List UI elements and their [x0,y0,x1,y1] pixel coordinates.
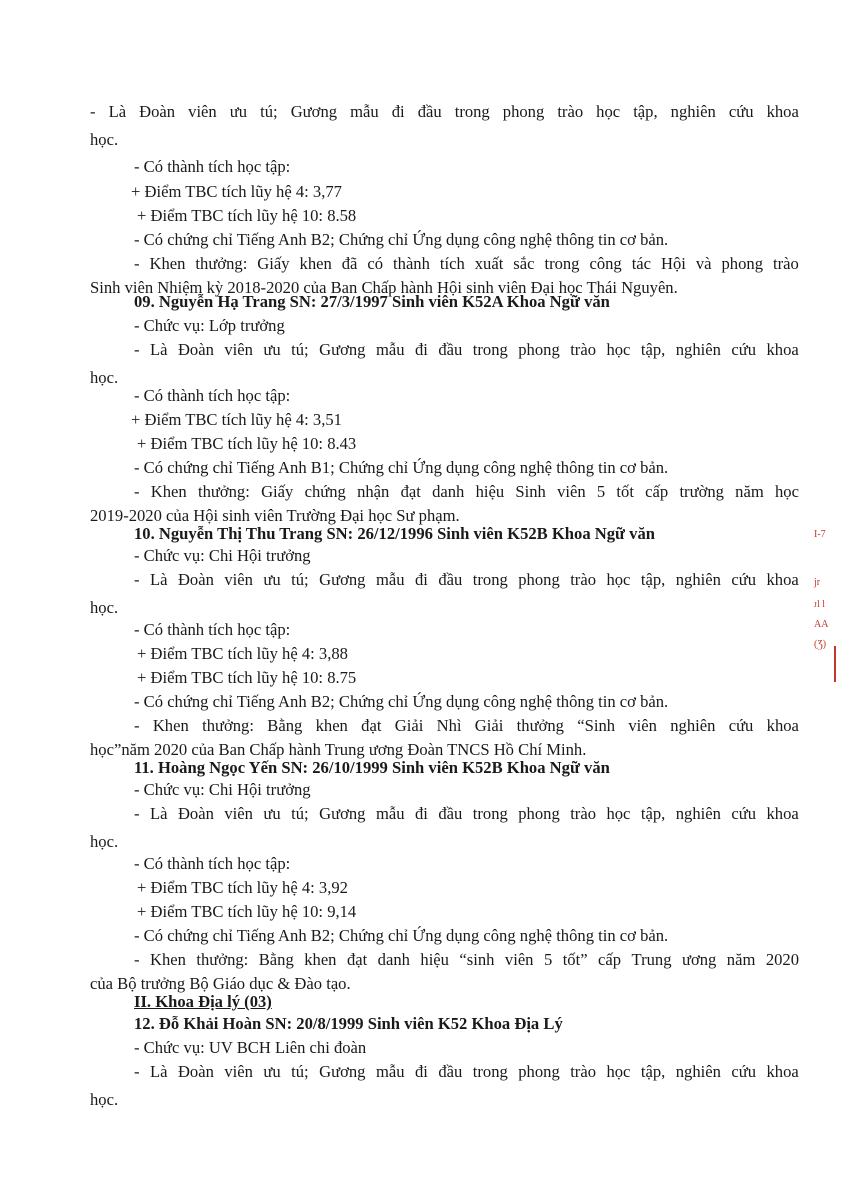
word: - [134,804,140,823]
word: và [695,254,712,273]
word: học [774,482,799,501]
record-heading-11: 11. Hoàng Ngọc Yến SN: 26/10/1999 Sinh viên K52B Khoa Ngữ văn [134,758,610,777]
stamp-mark: jr [814,577,821,588]
word: ương [681,950,717,969]
word: học [606,340,631,359]
word: thưởng [516,716,564,735]
word: phong [502,102,545,121]
text-line: + Điểm TBC tích lũy hệ 4: 3,92 [137,878,348,897]
word: Nhì [436,716,462,735]
text-line: - Chức vụ: Lớp trưởng [134,316,285,335]
text-line: + Điểm TBC tích lũy hệ 10: 8.75 [137,668,357,687]
word: trường [679,482,724,501]
word: Giải [394,716,424,735]
word: trào [570,340,596,359]
word: “sinh [459,950,495,969]
text-line: - Có thành tích học tập: [134,157,291,176]
word: phong [721,254,763,273]
word: cứu [731,1062,757,1081]
word: - [134,482,140,501]
word: ưu [263,570,281,589]
word: Khen [149,950,186,969]
word: phong [518,570,560,589]
word: mẫu [375,340,405,359]
word: trong [472,570,508,589]
word: hiệu [420,950,449,969]
word: Là [149,804,168,823]
word: Gương [319,570,366,589]
word: ưu [229,102,248,121]
word: 5 [596,482,606,501]
text-line: - Có thành tích học tập: [134,386,291,405]
word: tích [439,254,465,273]
word: Là [149,340,168,359]
word: ưu [263,340,281,359]
word: phong [518,340,560,359]
word: khoa [766,716,799,735]
word: - [134,950,140,969]
word: đầu [438,340,463,359]
word: trong [544,254,580,273]
word: công [589,254,622,273]
word: nhận [357,482,390,501]
word: thưởng: [197,482,250,501]
word: khoa [766,804,799,823]
word: có [367,254,384,273]
word: viên [224,1062,253,1081]
section-heading: II. Khoa Địa lý (03) [134,992,272,1011]
word: đi [414,1062,428,1081]
word: Giấy [257,254,290,273]
text-line-full [134,482,799,502]
word: đầu [438,1062,463,1081]
stamp-stroke [834,646,836,682]
word: phong [518,804,560,823]
word: đầu [438,570,463,589]
word: cứu [731,804,757,823]
word: học [606,570,631,589]
word: tú; [291,1062,309,1081]
text-line: - Có chứng chỉ Tiếng Anh B2; Chứng chỉ Ứng dụng công nghệ thông tin cơ bản. [134,692,669,711]
record-heading-12: 12. Đỗ Khải Hoàn SN: 20/8/1999 Sinh viên K52 Khoa Địa Lý [134,1014,563,1033]
text-line-full [134,570,799,590]
text-line-full [134,1062,799,1082]
word: Giấy [261,482,294,501]
word: Giải [474,716,504,735]
word: Gương [319,804,366,823]
word: đã [341,254,358,273]
text-line: + Điểm TBC tích lũy hệ 4: 3,77 [131,182,342,201]
text-line: + Điểm TBC tích lũy hệ 4: 3,88 [137,644,348,663]
word: tập, [640,1062,666,1081]
word: tốt [616,482,634,501]
word: cấp [598,950,622,969]
word: nghiên [675,804,721,823]
word: khoa [766,102,799,121]
word: khoa [766,570,799,589]
word: tú; [291,570,309,589]
word: xuất [474,254,504,273]
word: viên [188,102,217,121]
text-line: - Chức vụ: UV BCH Liên chi đoàn [134,1038,367,1057]
stamp-mark: AA [814,619,829,630]
word: tập, [640,570,666,589]
word: đi [414,340,428,359]
word: - [134,716,140,735]
word: khoa [766,340,799,359]
word: tú; [291,340,309,359]
word: Bằng [258,950,294,969]
text-line-full [134,340,799,360]
word: Đoàn [177,804,214,823]
word: trong [472,1062,508,1081]
word: Gương [319,340,366,359]
text-line-full [90,102,799,122]
word: tú; [291,804,309,823]
word: Gương [319,1062,366,1081]
word: mẫu [350,102,379,121]
word: năm [726,950,756,969]
word: học [606,804,631,823]
word: “Sinh [577,716,616,735]
word: đầu [417,102,442,121]
word: chứng [304,482,346,501]
word: đi [414,804,428,823]
word: sắc [513,254,535,273]
word: nghiên [675,1062,721,1081]
text-line-full [134,804,799,824]
word: Là [108,102,127,121]
word: trào [557,102,584,121]
word: đầu [438,804,463,823]
word: Bằng [267,716,303,735]
word: học [596,102,621,121]
word: đi [414,570,428,589]
word: trong [472,804,508,823]
word: nghiên [670,716,716,735]
word: trào [772,254,799,273]
word: thưởng: [202,716,254,735]
word: Là [149,1062,168,1081]
text-line: + Điểm TBC tích lũy hệ 10: 9,14 [137,902,357,921]
stamp-mark: (Ʒ) [814,639,827,650]
text-line: học. [90,832,119,851]
record-heading-09: 09. Nguyễn Hạ Trang SN: 27/3/1997 Sinh viên K52A Khoa Ngữ văn [134,292,610,311]
word: Đoàn [177,570,214,589]
word: - [90,102,96,121]
word: Đoàn [177,340,214,359]
word: tập, [633,102,658,121]
word: khen [299,254,332,273]
word: hiệu [475,482,505,501]
word: cấp [645,482,669,501]
word: năm [735,482,764,501]
word: 5 [543,950,553,969]
text-line: học. [90,130,119,149]
text-line: - Có chứng chỉ Tiếng Anh B2; Chứng chỉ Ứng dụng công nghệ thông tin cơ bản. [134,926,669,945]
word: nghiên [670,102,716,121]
word: nghiên [675,340,721,359]
word: trào [570,804,596,823]
word: Sinh [515,482,546,501]
text-line-full [134,950,799,970]
word: đạt [400,482,421,501]
word: trào [570,1062,596,1081]
text-line: học”năm 2020 của Ban Chấp hành Trung ương Đoàn TNCS Hồ Chí Minh. [90,740,587,759]
word: trong [454,102,490,121]
word: viên [504,950,534,969]
word: - [134,254,140,273]
word: thành [393,254,430,273]
word: mẫu [375,1062,405,1081]
word: viên [557,482,586,501]
word: tốt” [562,950,588,969]
word: Là [149,570,168,589]
text-line: - Có thành tích học tập: [134,854,291,873]
word: Gương [290,102,338,121]
word: Khen [152,716,189,735]
word: cứu [731,340,757,359]
word: ưu [263,1062,281,1081]
word: danh [432,482,465,501]
text-line: + Điểm TBC tích lũy hệ 10: 8.58 [137,206,357,225]
word: Đoàn [177,1062,214,1081]
word: - [134,1062,140,1081]
text-line: học. [90,598,119,617]
word: cứu [728,102,754,121]
text-line: - Có chứng chỉ Tiếng Anh B1; Chứng chỉ Ứng dụng công nghệ thông tin cơ bản. [134,458,669,477]
text-line: - Chức vụ: Chi Hội trưởng [134,780,311,799]
text-line: học. [90,1090,119,1109]
stamp-mark: ᴊl l [814,599,826,610]
word: Khen [149,254,186,273]
word: tú; [260,102,278,121]
text-line: học. [90,368,119,387]
word: Khen [150,482,187,501]
text-line: - Chức vụ: Chi Hội trưởng [134,546,311,565]
text-line: + Điểm TBC tích lũy hệ 10: 8.43 [137,434,357,453]
word: cứu [731,570,757,589]
word: thưởng: [196,950,249,969]
word: Trung [631,950,672,969]
text-line: của Bộ trưởng Bộ Giáo dục & Đào tạo. [90,974,351,993]
word: tập, [640,804,666,823]
text-line: - Có chứng chỉ Tiếng Anh B2; Chứng chỉ Ứng dụng công nghệ thông tin cơ bản. [134,230,669,249]
word: đạt [361,716,382,735]
word: đạt [346,950,368,969]
word: trào [570,570,596,589]
text-line: Sinh viên Nhiệm kỳ 2018-2020 của Ban Chấp hành Hội sinh viên Đại học Thái Nguyên. [90,278,678,297]
margin-stamp [810,528,836,688]
word: ưu [263,804,281,823]
word: mẫu [375,570,405,589]
record-heading-10: 10. Nguyễn Thị Thu Trang SN: 26/12/1996 Sinh viên K52B Khoa Ngữ văn [134,524,655,543]
text-line: - Có thành tích học tập: [134,620,291,639]
stamp-mark: I-7 [814,529,826,540]
word: khen [315,716,348,735]
text-line: 2019-2020 của Hội sinh viên Trường Đại học Sư phạm. [90,506,460,525]
word: Hội [661,254,686,273]
word: mẫu [375,804,405,823]
word: thưởng: [195,254,248,273]
word: đi [391,102,405,121]
text-line-full [134,716,799,736]
word: trong [472,340,508,359]
word: tác [631,254,652,273]
word: nghiên [675,570,721,589]
word: viên [224,804,253,823]
word: viên [628,716,657,735]
word: - [134,340,140,359]
text-line-full [134,254,799,274]
text-line: + Điểm TBC tích lũy hệ 4: 3,51 [131,410,342,429]
word: phong [518,1062,560,1081]
word: khen [304,950,337,969]
word: viên [224,340,253,359]
word: 2020 [765,950,799,969]
word: khoa [766,1062,799,1081]
word: viên [224,570,253,589]
word: Đoàn [139,102,176,121]
word: tập, [640,340,666,359]
word: - [134,570,140,589]
word: danh [377,950,410,969]
word: cứu [728,716,754,735]
word: học [606,1062,631,1081]
